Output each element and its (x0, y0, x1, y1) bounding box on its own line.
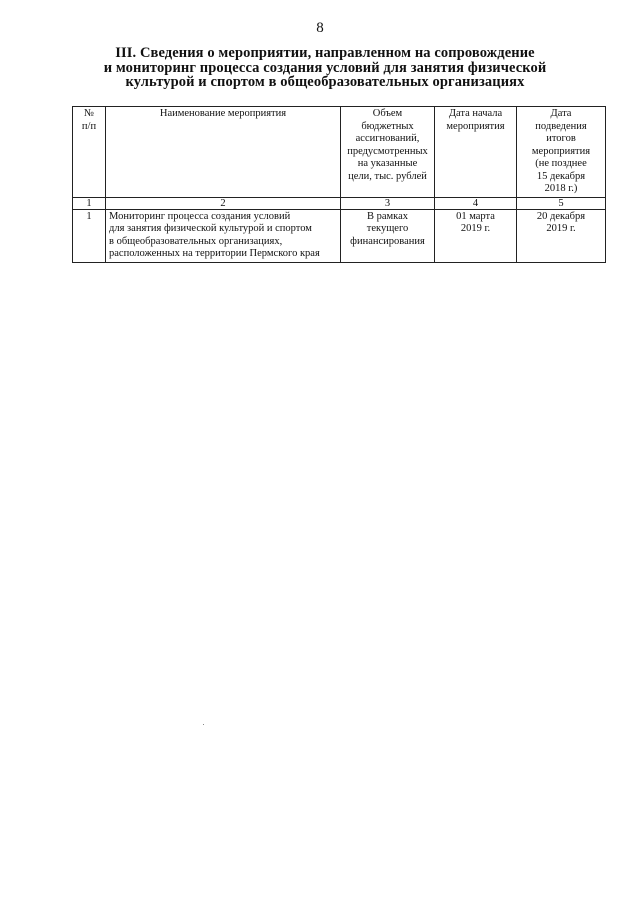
section-title-line: культурой и спортом в общеобразовательных организациях (125, 74, 525, 90)
table-header-row (73, 107, 606, 198)
section-title (90, 46, 560, 90)
scan-speck (203, 724, 204, 725)
header-start-date: Дата начала мероприятия (435, 107, 517, 198)
column-number: 2 (106, 197, 341, 209)
column-number-row (73, 197, 606, 209)
budget-cell: В рамках текущего финансирования (341, 209, 435, 262)
header-summary-date: Дата подведения итогов мероприятия (не позднее 15 декабря 2018 г.) (517, 107, 606, 198)
summary-date-cell: 20 декабря 2019 г. (517, 209, 606, 262)
column-number: 3 (341, 197, 435, 209)
row-number: 1 (73, 209, 106, 262)
events-table (72, 106, 606, 263)
start-date-cell: 01 марта 2019 г. (435, 209, 517, 262)
header-number: № п/п (73, 107, 106, 198)
header-budget: Объем бюджетных ассигнований, предусмотренных на указанные цели, тыс. рублей (341, 107, 435, 198)
section-title-line: III. Сведения о мероприятии, направленном на сопровождение (115, 45, 535, 61)
column-number: 4 (435, 197, 517, 209)
column-number: 5 (517, 197, 606, 209)
event-name-cell: Мониторинг процесса создания условий для занятия физической культурой и спортом в общеобразовательных организациях, расположенных на территории Пермского края (106, 209, 341, 262)
header-event-name: Наименование мероприятия (106, 107, 341, 198)
column-number: 1 (73, 197, 106, 209)
table-row (73, 209, 606, 262)
section-title-line: и мониторинг процесса создания условий для занятия физической (103, 59, 547, 76)
page-number: 8 (316, 20, 324, 36)
